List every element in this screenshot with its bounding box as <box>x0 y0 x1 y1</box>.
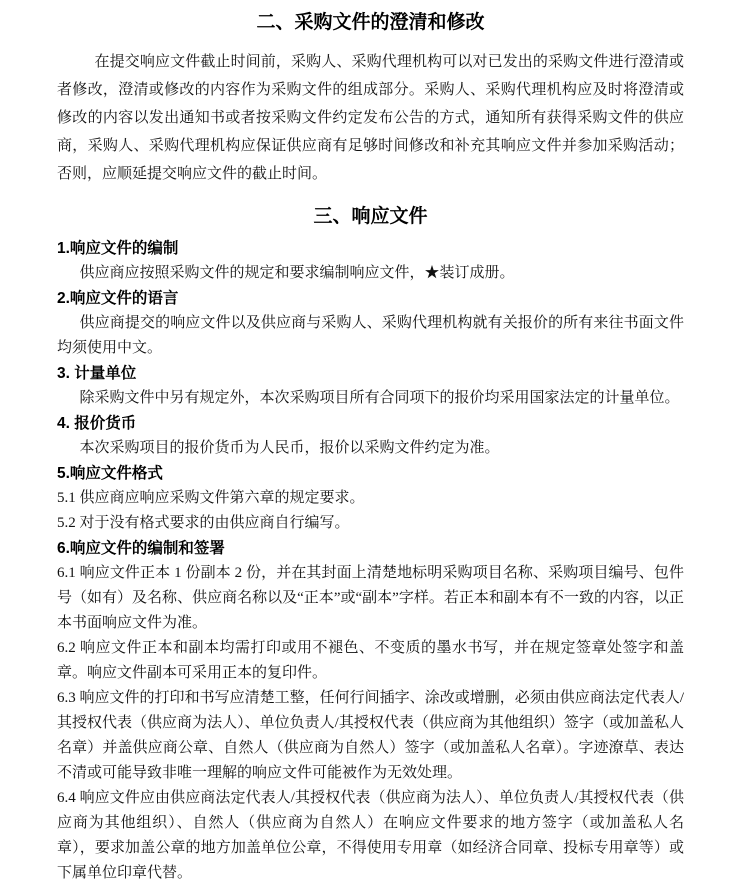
item-5-heading: 5.响应文件格式 <box>57 465 163 482</box>
clause-6-3: 6.3 响应文件的打印和书写应清楚工整，任何行间插字、涂改或增删，必须由供应商法定代表人/其授权代表（供应商为法人）、单位负责人/其授权代表（供应商为其他组织）签字（或加盖私人名章）并盖供应商公章、自然人（供应商为自然人）签字（或加盖私人名章）。字迹潦草、表达不清或可能导致非唯一理解的响应文件可能被作为无效处理。 <box>57 690 684 781</box>
clause-6-1: 6.1 响应文件正本 1 份副本 2 份，并在其封面上清楚地标明采购项目名称、采购项目编号、包件号（如有）及名称、供应商名称以及“正本”或“副本”字样。若正本和副本有不一致的内容，以正本书面响应文件为准。 <box>57 565 684 631</box>
item-1-heading: 1.响应文件的编制 <box>57 240 179 257</box>
item-2-paragraph: 供应商提交的响应文件以及供应商与采购人、采购代理机构就有关报价的所有来往书面文件均须使用中文。 <box>57 315 684 356</box>
item-3-paragraph: 除采购文件中另有规定外，本次采购项目所有合同项下的报价均采用国家法定的计量单位。 <box>79 390 680 406</box>
section-2-paragraph: 在提交响应文件截止时间前，采购人、采购代理机构可以对已发出的采购文件进行澄清或者修改，澄清或修改的内容作为采购文件的组成部分。采购人、采购代理机构应及时将澄清或修改的内容以发出通知书或者按采购文件约定发布公告的方式，通知所有获得采购文件的供应商，采购人、采购代理机构应保证供应商有足够时间修改和补充其响应文件并参加采购活动；否则，应顺延提交响应文件的截止时间。 <box>57 54 684 182</box>
clause-5-2: 5.2 对于没有格式要求的由供应商自行编写。 <box>57 515 350 531</box>
item-2-heading: 2.响应文件的语言 <box>57 290 179 307</box>
section-2-title: 二、采购文件的澄清和修改 <box>256 12 485 33</box>
item-4-heading: 4. 报价货币 <box>57 415 137 432</box>
clause-6-2: 6.2 响应文件正本和副本均需打印或用不褪色、不变质的墨水书写，并在规定签章处签字和盖章。响应文件副本可采用正本的复印件。 <box>57 640 684 681</box>
item-3-heading: 3. 计量单位 <box>57 365 137 382</box>
clause-5-1: 5.1 供应商应响应采购文件第六章的规定要求。 <box>57 490 365 506</box>
item-4-paragraph: 本次采购项目的报价货币为人民币，报价以采购文件约定为准。 <box>79 440 500 456</box>
section-3-title: 三、响应文件 <box>313 206 428 227</box>
item-1-paragraph: 供应商应按照采购文件的规定和要求编制响应文件，★装订成册。 <box>79 265 515 281</box>
item-6-heading: 6.响应文件的编制和签署 <box>57 540 225 557</box>
section-3-body <box>57 236 684 886</box>
clause-6-4: 6.4 响应文件应由供应商法定代表人/其授权代表（供应商为法人）、单位负责人/其授权代表（供应商为其他组织）、自然人（供应商为自然人）在响应文件要求的地方签字（或加盖私人名章），要求加盖公章的地方加盖单位公章，不得使用专用章（如经济合同章、投标专用章等）或下属单位印章代替。 <box>57 790 684 881</box>
